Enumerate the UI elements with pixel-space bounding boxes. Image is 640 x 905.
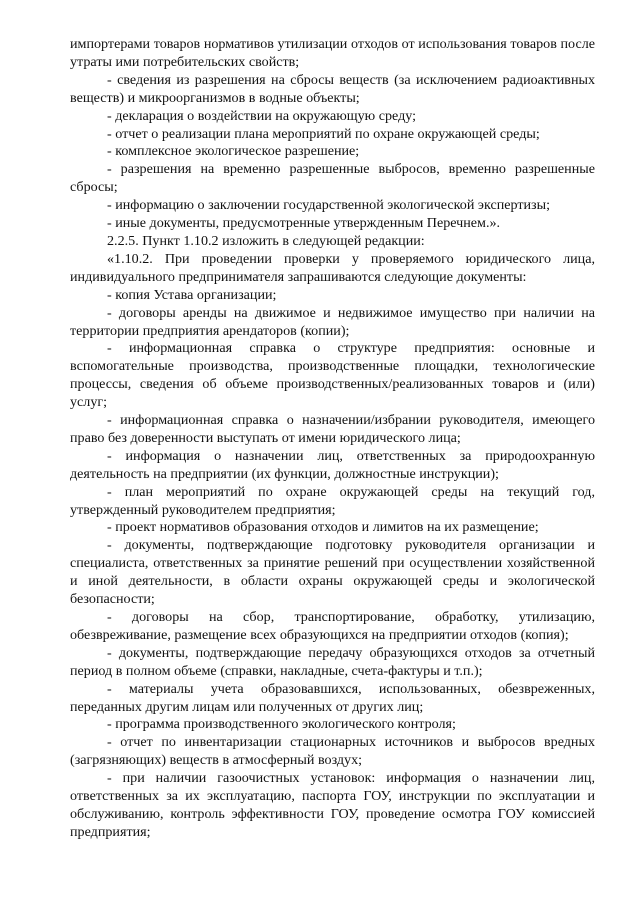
list-item-waste-transfer-documents: - документы, подтверждающие передачу образующихся отходов за отчетный период в полном объеме (справки, накладные, счета-фактуры и т.п.); [70,644,595,679]
list-item-structure-info: - информационная справка о структуре предприятия: основные и вспомогательные производства, производственные площадки, технологические процессы, сведения об объеме производственных/реализованных товаров и (или) услуг; [70,340,595,411]
paragraph-continuation: импортерами товаров нормативов утилизации отходов от использования товаров после утраты ими потребительских свойств; [70,36,595,70]
list-item-waste-contracts: - договоры на сбор, транспортирование, обработку, утилизацию, обезвреживание, размещение всех образующихся на предприятии отходов (копия); [70,609,595,643]
list-item-gas-cleaning-units: - при наличии газоочистных установок: информация о назначении лиц, ответственных за их эксплуатацию, паспорта ГОУ, инструкции по эксплуатации и обслуживанию, контроль эффективности ГОУ, проведение осмотра ГОУ комиссией предприятия; [70,770,595,840]
list-item-responsible-persons: - информация о назначении лиц, ответственных за природоохранную деятельность на предприятии (их функции, должностные инструкции); [70,447,595,482]
document-page [70,36,595,842]
list-item-expertise-conclusion: - информацию о заключении государственной экологической экспертизы; [107,197,551,214]
list-item-environmental-plan: - план мероприятий по охране окружающей среды на текущий год, утвержденный руководителем предприятия; [70,483,595,518]
list-item-other-documents: - иные документы, предусмотренные утвержденным Перечнем.». [107,215,501,232]
clause-1-10-2-intro: «1.10.2. При проведении проверки у проверяемого юридического лица, индивидуального предпринимателя запрашиваются следующие документы: [70,250,595,285]
list-item-charter-copy: - копия Устава организации; [107,286,277,303]
list-item-director-appointment: - информационная справка о назначении/избрании руководителя, имеющего право без доверенности выступать от имени юридического лица; [70,412,595,446]
list-item-control-program: - программа производственного экологического контроля; [107,716,456,733]
list-item-emissions-inventory: - отчет по инвентаризации стационарных источников и выбросов вредных (загрязняющих) веществ в атмосферный воздух; [70,734,595,769]
section-heading-2-2-5: 2.2.5. Пункт 1.10.2 изложить в следующей редакции: [107,232,425,249]
list-item-impact-declaration: - декларация о воздействии на окружающую среду; [107,107,417,124]
list-item-lease-agreements: - договоры аренды на движимое и недвижимое имущество при наличии на территории предприятия арендаторов (копии); [70,304,595,339]
list-item-plan-report: - отчет о реализации плана мероприятий по охране окружающей среды; [107,125,540,142]
list-item-complex-permit: - комплексное экологическое разрешение; [107,143,360,160]
list-item-waste-norms-project: - проект нормативов образования отходов и лимитов на их размещение; [107,519,539,536]
list-item-training-documents: - документы, подтверждающие подготовку руководителя организации и специалиста, ответственных за принятие решений при осуществлении хозяйственной и иной деятельности, в области охраны окружающей среды и экологической безопасности; [70,537,595,608]
list-item-temporary-permits: - разрешения на временно разрешенные выбросов, временно разрешенные сбросы; [70,161,595,196]
list-item-waste-accounting: - материалы учета образовавшихся, использованных, обезвреженных, переданных другим лицам или полученных от других лиц; [70,680,595,715]
list-item-discharge-permit: - сведения из разрешения на сбросы веществ (за исключением радиоактивных веществ) и микроорганизмов в водные объекты; [70,71,595,106]
